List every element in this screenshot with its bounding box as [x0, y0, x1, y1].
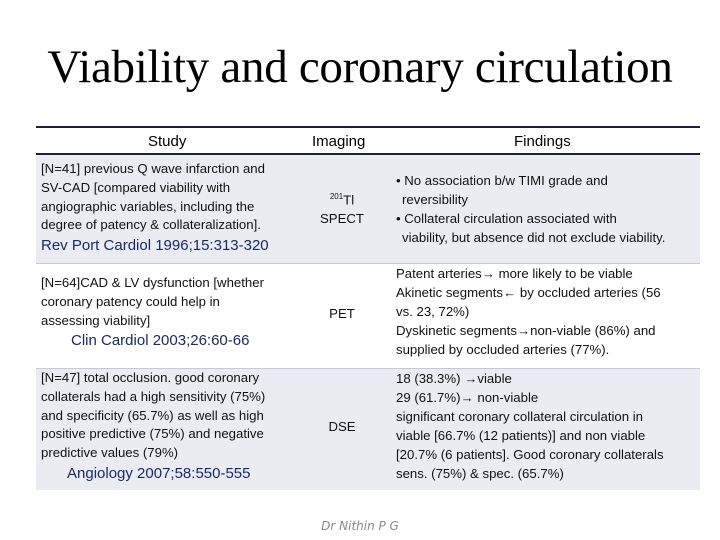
findings-line	[396, 388, 696, 407]
findings-text: Patent arteries	[396, 266, 482, 281]
findings-text: significant coronary collateral circulation in	[396, 409, 644, 424]
viability-table	[36, 126, 700, 488]
findings-text: supplied by occluded arteries (77%).	[396, 342, 610, 357]
study-cell	[41, 369, 265, 484]
study-line: assessing viability]	[41, 312, 151, 328]
findings-line	[396, 369, 696, 388]
study-line: [N=41] previous Q wave infarction and	[41, 161, 265, 176]
right-arrow-icon: →	[481, 266, 495, 281]
imaging-superscript: 201	[329, 192, 344, 201]
left-arrow-icon: ←	[503, 285, 517, 300]
header-findings: Findings	[514, 133, 571, 150]
header-top-rule	[36, 126, 700, 128]
findings-text: more likely to be viable	[494, 266, 633, 281]
study-line: positive predictive (75%) and negative	[41, 426, 264, 442]
study-line: SV-CAD [compared viability with	[41, 179, 231, 195]
imaging-line: DSE	[328, 419, 356, 434]
findings-line	[396, 426, 696, 445]
findings-line	[396, 407, 696, 426]
imaging-text: Tl	[343, 192, 355, 208]
table-row	[36, 369, 700, 490]
findings-text: Dyskinetic segments	[396, 323, 517, 338]
table-row	[36, 264, 700, 368]
findings-cell	[396, 264, 696, 359]
study-line: and specificity (65.7%) as well as high	[41, 407, 264, 423]
findings-text: non-viable (86%) and	[530, 323, 656, 338]
study-line: [N=47] total occlusion. good coronary	[41, 370, 260, 385]
findings-cell	[396, 171, 696, 247]
findings-cell	[396, 369, 696, 483]
imaging-cell	[302, 417, 382, 436]
study-line: angiographic variables, including the	[41, 198, 255, 214]
study-cell	[41, 274, 264, 351]
findings-text: 18 (38.3%)	[396, 371, 465, 386]
findings-line: viability, but absence did not exclude viability.	[402, 230, 666, 245]
study-line: degree of patency & collateralization].	[41, 217, 261, 233]
author-footer: Dr Nithin P G	[321, 519, 399, 533]
imaging-line: SPECT	[320, 211, 364, 227]
study-line: coronary patency could help in	[41, 293, 220, 309]
citation: Clin Cardiol 2003;26:60-66	[71, 332, 250, 350]
findings-line: reversibility	[402, 192, 468, 207]
findings-text: 29 (61.7%)	[396, 390, 461, 405]
study-line: collaterals had a high sensitivity (75%)	[41, 388, 266, 404]
findings-text: viable	[477, 371, 512, 386]
findings-text: sens. (75%) & spec. (65.7%)	[396, 466, 564, 481]
findings-line	[396, 302, 696, 321]
findings-line	[396, 464, 696, 483]
header-study: Study	[148, 133, 187, 150]
findings-text: viable [66.7% (12 patients)] and non viable	[396, 428, 646, 443]
findings-line	[396, 321, 696, 340]
findings-text: Akinetic segments	[396, 285, 504, 300]
study-cell	[41, 160, 269, 256]
findings-line	[396, 445, 696, 464]
findings-text: by occluded arteries (56	[516, 285, 661, 300]
findings-text: [20.7% (6 patients]. Good coronary collaterals	[396, 447, 664, 462]
right-arrow-icon: →	[516, 323, 531, 338]
study-line: [N=64]CAD & LV dysfunction [whether	[41, 275, 264, 290]
right-arrow-icon: →	[464, 371, 478, 386]
findings-line	[396, 264, 696, 283]
imaging-line: PET	[329, 306, 355, 321]
table-row	[36, 155, 700, 263]
header-imaging: Imaging	[312, 133, 366, 150]
citation: Rev Port Cardiol 1996;15:313-320	[41, 237, 269, 255]
findings-line: • No association b/w TIMI grade and	[396, 173, 608, 188]
slide-title: Viability and coronary circulation	[47, 41, 673, 93]
citation: Angiology 2007;58:550-555	[67, 464, 251, 482]
imaging-cell	[302, 304, 382, 323]
imaging-cell	[302, 187, 382, 228]
findings-line	[396, 283, 696, 302]
right-arrow-icon: →	[460, 390, 474, 405]
findings-line: • Collateral circulation associated with	[396, 211, 617, 226]
findings-line	[396, 340, 696, 359]
imaging-line	[302, 187, 382, 209]
study-line: predictive values (79%)	[41, 445, 179, 461]
findings-text: vs. 23, 72%)	[396, 304, 470, 319]
findings-text: non-viable	[473, 390, 539, 405]
